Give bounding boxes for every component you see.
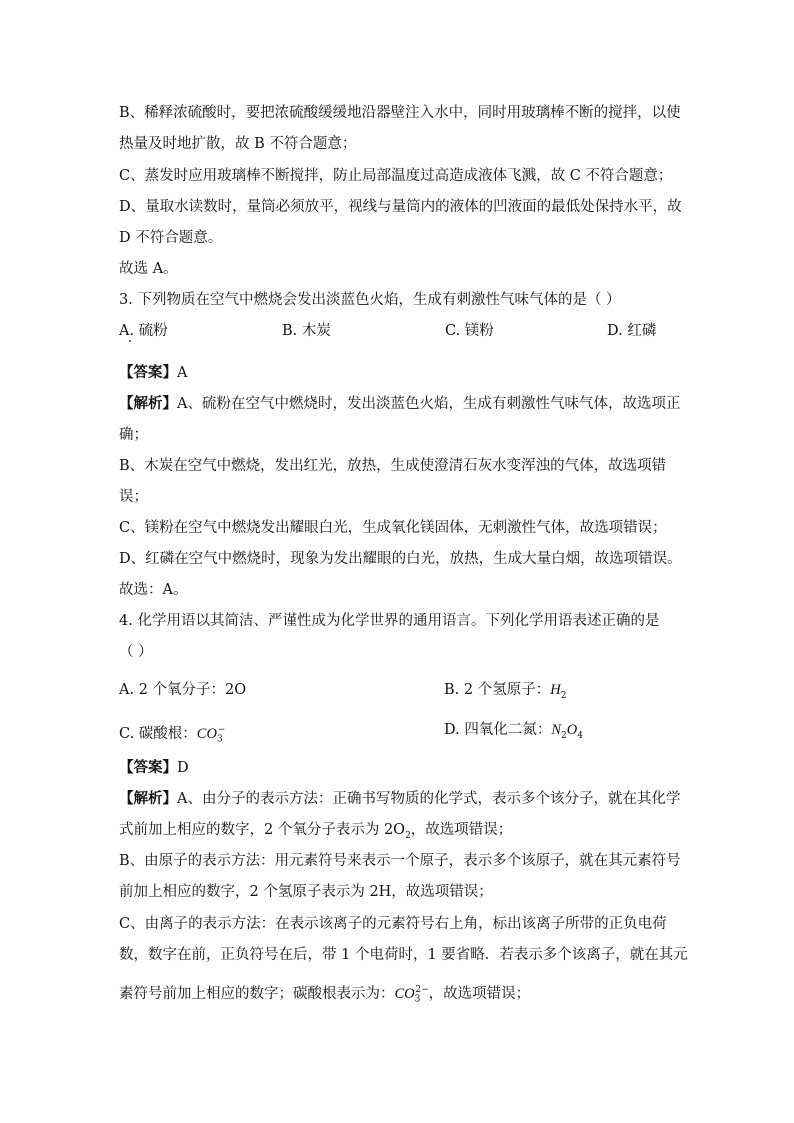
q4-option-d: D. 四氧化二氮：$N_2O_4$ — [444, 722, 583, 741]
text-line: 误； — [119, 489, 148, 505]
question-4-bracket: （ ） — [119, 644, 153, 660]
q4-option-a: A. 2 个氧分子：2O — [119, 682, 247, 698]
question-3: 3. 下列物质在空气中燃烧会发出淡蓝色火焰，生成有刺激性气味气体的是（ ） — [119, 292, 621, 308]
q3-option-c: C. 镁粉 — [445, 323, 494, 339]
text-line: 确； — [119, 427, 148, 443]
q4-option-b: B. 2 个氢原子：$H_2$ — [444, 682, 567, 701]
q3-option-b: B. 木炭 — [282, 323, 331, 339]
text-line: 故选：A。 — [119, 582, 188, 598]
text-line: B、由原子的表示方法：用元素符号来表示一个原子，表示多个该原子，就在其元素符号 — [119, 853, 681, 869]
text-line: 式前加上相应的数字，2 个氧分子表示为 $2O_2$，故选项错误； — [119, 822, 513, 841]
text-line: D、量取水读数时，量筒必须放平，视线与量筒内的液体的凹液面的最低处保持水平，故 — [119, 199, 682, 215]
analysis-label: 【解析】 — [119, 790, 177, 807]
dot-mark — [129, 340, 131, 342]
answer-label: 【答案】 — [119, 759, 177, 776]
analysis-label: 【解析】 — [119, 395, 177, 412]
question-4: 4. 化学用语以其简洁、严谨性成为化学世界的通用语言。下列化学用语表述正确的是 — [119, 613, 660, 629]
text-line: D 不符合题意。 — [119, 230, 223, 246]
text-line: C、镁粉在空气中燃烧发出耀眼白光，生成氧化镁固体，无刺激性气体，故选项错误； — [119, 520, 667, 536]
analysis-text: A、由分子的表示方法：正确书写物质的化学式，表示多个该分子，就在其化学 — [177, 791, 681, 807]
answer-label: 【答案】 — [119, 364, 177, 381]
q3-option-a: A. 硫粉 — [119, 323, 168, 339]
answer-value: A — [177, 365, 188, 381]
text-line: B、木炭在空气中燃烧，发出红光，放热，生成使澄清石灰水变浑浊的气体，故选项错 — [119, 458, 667, 474]
text-line: 素符号前加上相应的数字；碳酸根表示为：$CO_3^{2-}$，故选项错误； — [119, 985, 531, 1005]
text-line: 数，数字在前，正负符号在后，带 1 个电荷时，1 要省略．若表示多个该离子，就在其元 — [119, 947, 688, 963]
text-line: B、稀释浓硫酸时，要把浓硫酸缓缓地沿器壁注入水中，同时用玻璃棒不断的搅拌，以使 — [119, 105, 681, 121]
text-line: 热量及时地扩散，故 B 不符合题意； — [119, 136, 357, 152]
q4-option-c: C. 碳酸根：$CO_3^-$ — [119, 725, 226, 745]
text-line: C、由离子的表示方法：在表示该离子的元素符号右上角，标出该离子所带的正负电荷 — [119, 916, 667, 932]
answer-line — [119, 758, 189, 778]
text-line: 故选 A。 — [119, 261, 178, 277]
analysis-line — [119, 394, 680, 414]
text-line: D、红磷在空气中燃烧时，现象为发出耀眼的白光，放热，生成大量白烟，故选项错误。 — [119, 551, 682, 567]
text-line: 前加上相应的数字，2 个氢原子表示为 2H，故选项错误； — [119, 884, 493, 900]
text-line: C、蒸发时应用玻璃棒不断搅拌，防止局部温度过高造成液体飞溅，故 C 不符合题意； — [119, 168, 673, 184]
analysis-text: A、硫粉在空气中燃烧时，发出淡蓝色火焰，生成有刺激性气味气体，故选项正 — [177, 396, 681, 412]
answer-value: D — [177, 760, 189, 776]
answer-line — [119, 363, 187, 383]
analysis-line — [119, 789, 680, 809]
q3-option-d: D. 红磷 — [607, 323, 657, 339]
